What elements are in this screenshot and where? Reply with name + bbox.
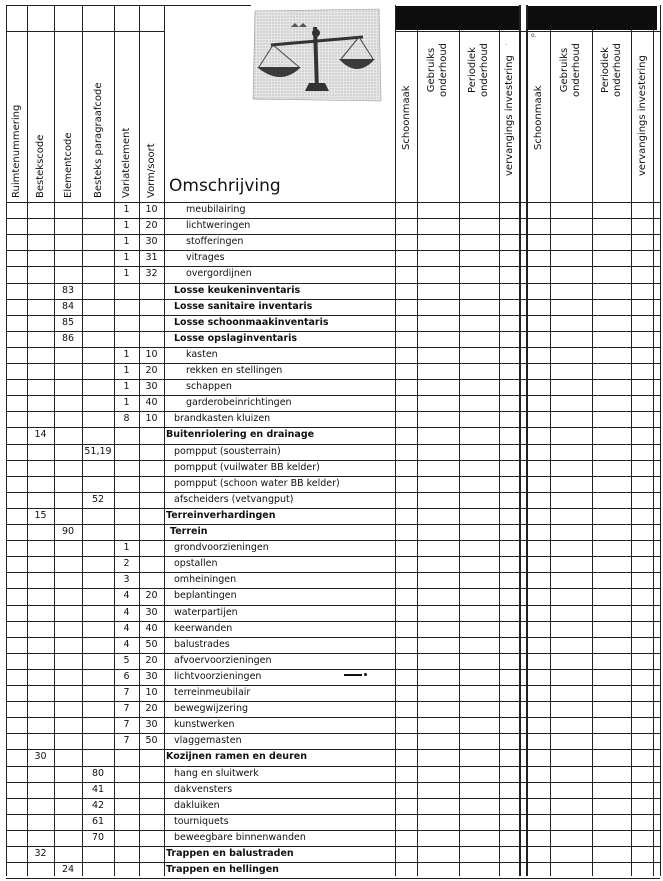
row-paragraaf-cell: 52 <box>91 494 105 505</box>
row-description: rekken en stellingen <box>186 365 283 376</box>
row-variat-cell: 7 <box>123 703 130 714</box>
row-vorm-cell: 50 <box>145 735 158 746</box>
row-description: lichtweringen <box>186 220 251 231</box>
row-variat-cell: 4 <box>123 623 130 634</box>
row-description: garderobeinrichtingen <box>186 397 292 408</box>
row-description: grondvoorzieningen <box>174 542 269 553</box>
row-variat-cell: 5 <box>123 655 130 666</box>
row-description: Losse keukeninventaris <box>174 285 301 296</box>
row-paragraaf-cell: 70 <box>91 832 105 843</box>
row-vorm-cell: 10 <box>145 413 158 424</box>
row-variat-cell: 2 <box>123 558 130 569</box>
row-description: brandkasten kluizen <box>174 413 271 424</box>
row-description: afvoervoorzieningen <box>174 655 272 666</box>
omschrijving-title: Omschrijving <box>169 176 281 196</box>
row-description: Buitenriolering en drainage <box>166 429 315 440</box>
row-description: overgordijnen <box>186 268 252 279</box>
row-vorm-cell: 20 <box>145 365 158 376</box>
row-bestek-cell: 14 <box>34 429 47 440</box>
row-description: meubilairing <box>186 204 246 215</box>
column-header-1: Bestekscode <box>35 134 46 198</box>
group_left-header-0: Schoonmaak <box>401 85 412 150</box>
row-vorm-cell: 30 <box>145 381 158 392</box>
row-description: Losse opslaginventaris <box>174 333 298 344</box>
row-variat-cell: 6 <box>123 671 130 682</box>
row-variat-cell: 7 <box>123 735 130 746</box>
row-bestek-cell: 32 <box>34 848 47 859</box>
row-description: hang en sluitwerk <box>174 768 259 779</box>
row-vorm-cell: 30 <box>145 236 158 247</box>
pen-dot <box>364 673 367 676</box>
row-vorm-cell: 10 <box>145 204 158 215</box>
row-variat-cell: 1 <box>123 365 130 376</box>
row-description: balustrades <box>174 639 230 650</box>
row-variat-cell: 8 <box>123 413 130 424</box>
row-variat-cell: 4 <box>123 639 130 650</box>
row-paragraaf-cell: 51,19 <box>84 446 112 457</box>
row-vorm-cell: 10 <box>145 349 158 360</box>
column-header-2: Elementcode <box>63 132 74 198</box>
row-description: schappen <box>186 381 232 392</box>
row-vorm-cell: 40 <box>145 623 158 634</box>
row-element-cell: 24 <box>61 864 75 875</box>
group_right-header-2: Periodiek onderhoud <box>600 42 623 98</box>
row-description: waterpartijen <box>174 607 238 618</box>
row-variat-cell: 1 <box>123 397 130 408</box>
row-vorm-cell: 20 <box>145 703 158 714</box>
row-vorm-cell: 32 <box>145 268 158 279</box>
row-description: kasten <box>186 349 218 360</box>
row-paragraaf-cell: 80 <box>91 768 105 779</box>
row-description: Trappen en balustraden <box>166 848 294 859</box>
row-paragraaf-cell: 41 <box>91 784 105 795</box>
row-vorm-cell: 30 <box>145 607 158 618</box>
row-description: bewegwijzering <box>174 703 248 714</box>
row-description: tourniquets <box>174 816 229 827</box>
row-description: omheiningen <box>174 574 237 585</box>
row-variat-cell: 1 <box>123 349 130 360</box>
row-element-cell: 84 <box>61 301 75 312</box>
row-description: pompput (schoon water BB kelder) <box>174 478 340 489</box>
row-description: Terrein <box>170 526 208 537</box>
row-element-cell: 85 <box>61 317 75 328</box>
row-description: Losse sanitaire inventaris <box>174 301 313 312</box>
row-vorm-cell: 20 <box>145 590 158 601</box>
row-description: dakvensters <box>174 784 233 795</box>
row-variat-cell: 1 <box>123 252 130 263</box>
row-description: vitrages <box>186 252 225 263</box>
row-description: beplantingen <box>174 590 237 601</box>
pen-mark <box>344 674 362 676</box>
column-header-3: Besteks paragraafcode <box>93 82 104 198</box>
row-description: kunstwerken <box>174 719 235 730</box>
row-variat-cell: 1 <box>123 542 130 553</box>
row-element-cell: 83 <box>61 285 75 296</box>
row-description: beweegbare binnenwanden <box>174 832 306 843</box>
row-variat-cell: 1 <box>123 220 130 231</box>
row-description: afscheiders (vetvangput) <box>174 494 294 505</box>
row-bestek-cell: 15 <box>34 510 47 521</box>
column-header-0: Ruimtenummering <box>11 104 22 198</box>
row-variat-cell: 1 <box>123 381 130 392</box>
row-description: lichtvoorzieningen <box>174 671 262 682</box>
row-element-cell: 90 <box>61 526 75 537</box>
row-vorm-cell: 50 <box>145 639 158 650</box>
row-variat-cell: 4 <box>123 607 130 618</box>
row-description: Losse schoonmaakinventaris <box>174 317 329 328</box>
group_left-header-2: Periodiek onderhoud <box>467 42 490 98</box>
row-vorm-cell: 20 <box>145 655 158 666</box>
scales-of-justice-icon <box>251 7 383 103</box>
column-header-4: Variatelement <box>121 127 132 198</box>
row-description: keerwanden <box>174 623 233 634</box>
row-vorm-cell: 30 <box>145 671 158 682</box>
row-description: terreinmeubilair <box>174 687 251 698</box>
row-description: Terreinverhardingen <box>166 510 276 521</box>
row-variat-cell: 3 <box>123 574 130 585</box>
group_left-header-3: vervangings investering <box>504 55 515 176</box>
row-paragraaf-cell: 42 <box>91 800 105 811</box>
maintenance-sheet: o. . Omschrijving Ruimtenummering Bestekscode Elementcode Besteks paragraafcode Variatelement Vorm/soort Schoonmaak Gebruiks onderhoud Periodiek onderhoud vervangings investering Schoonmaak Gebruiks onderhoud Periodiek onderhoud vervangings investering 1 10 meubilairing 1 20 lichtweringen 1 30 stofferingen 1 31 vitrages 1 32 overgordijnen 83 Losse keukeninventaris 84 Losse sanitaire inventaris 85 Losse schoonmaakinventaris 86 Losse opslaginventaris 1 10 kasten 1 20 rekken en stellingen 1 30 schappen 1 40 garderobeinrichtingen 8 10 brandkasten kluizen 14 Buitenriolering en drainage 51,19 pompput (sousterrain) pompput (vuilwater BB kelder) pompput (schoon water BB kelder) 52 afscheiders (vetvangput) 15 Terreinverhardingen 90 Terrein 1 grondvoorzieningen 2 opstallen 3 omheiningen 4 20 beplantingen 4 30 waterpartijen 4 40 keerwanden 4 50 balustrades 5 20 afvoervoorzieningen 6 30 lichtvoorzieningen 7 10 terreinmeubilair 7 20 bewegwijzering 7 30 kunstwerken 7 50 vlaggemasten 30 Kozijnen ramen en deuren 80 hang en sluitwerk 41 dakvensters 42 dakluiken 61 tourniquets 70 beweegbare binnenwanden 32 Trappen en balustraden 24 Trappen en hellingen <box>0 0 663 881</box>
row-variat-cell: 1 <box>123 204 130 215</box>
row-description: opstallen <box>174 558 218 569</box>
row-description: pompput (vuilwater BB kelder) <box>174 462 320 473</box>
row-bestek-cell: 30 <box>34 751 47 762</box>
row-description: vlaggemasten <box>174 735 242 746</box>
group_right-header-3: vervangings investering <box>637 55 648 176</box>
row-variat-cell: 4 <box>123 590 130 601</box>
row-description: Kozijnen ramen en deuren <box>166 751 307 762</box>
row-variat-cell: 7 <box>123 687 130 698</box>
row-description: pompput (sousterrain) <box>174 446 281 457</box>
group_left-header-1: Gebruiks onderhoud <box>426 42 449 98</box>
row-element-cell: 86 <box>61 333 75 344</box>
row-variat-cell: 1 <box>123 236 130 247</box>
row-description: dakluiken <box>174 800 220 811</box>
row-paragraaf-cell: 61 <box>91 816 105 827</box>
row-description: Trappen en hellingen <box>166 864 279 875</box>
row-vorm-cell: 20 <box>145 220 158 231</box>
redacted-header-left <box>395 6 520 30</box>
column-header-5: Vorm/soort <box>146 143 157 198</box>
redacted-header-right <box>527 6 657 30</box>
row-vorm-cell: 10 <box>145 687 158 698</box>
row-variat-cell: 7 <box>123 719 130 730</box>
group_right-header-0: Schoonmaak <box>533 85 544 150</box>
row-description: stofferingen <box>186 236 244 247</box>
group_right-header-1: Gebruiks onderhoud <box>559 42 582 98</box>
row-variat-cell: 1 <box>123 268 130 279</box>
row-vorm-cell: 30 <box>145 719 158 730</box>
row-vorm-cell: 40 <box>145 397 158 408</box>
row-vorm-cell: 31 <box>145 252 158 263</box>
